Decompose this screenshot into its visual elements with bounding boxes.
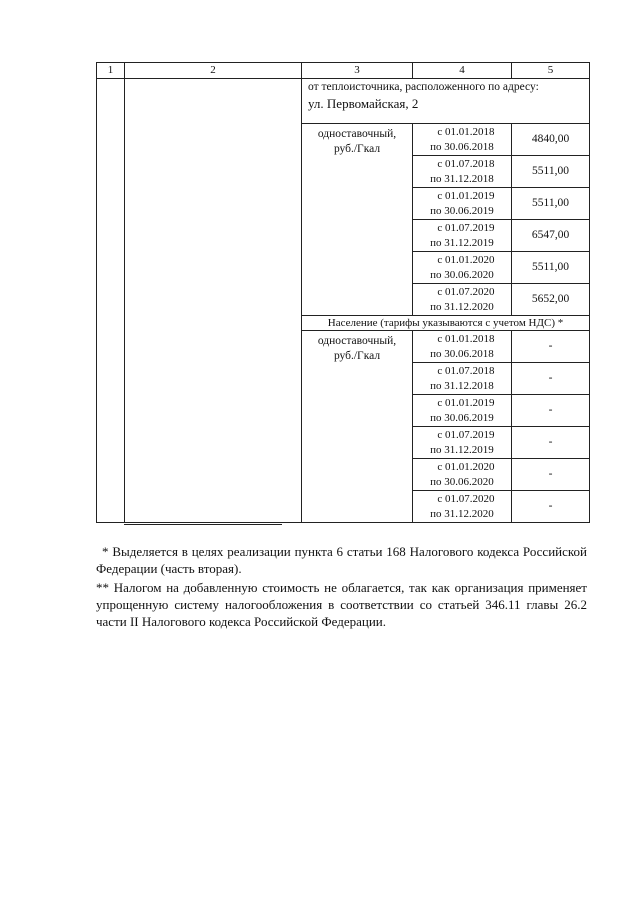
column-header-5: 5 (512, 63, 590, 79)
tariff-value: 5511,00 (512, 252, 590, 284)
tariff-type-label: одноставочный, (317, 128, 397, 140)
tariff-value: 5652,00 (512, 284, 590, 316)
period-start: с 01.07.2019 (437, 222, 495, 234)
column-header-2: 2 (125, 63, 302, 79)
period-start: с 01.01.2020 (437, 254, 495, 266)
period-cell (413, 427, 512, 459)
period-start: с 01.07.2020 (437, 286, 495, 298)
period-end: по 30.06.2018 (430, 141, 494, 153)
column-header-3: 3 (302, 63, 413, 79)
tariff-value: 6547,00 (512, 220, 590, 252)
column-1-cell (97, 79, 125, 523)
tariff-unit-label: руб./Гкал (333, 143, 381, 155)
tariff-value: 5511,00 (512, 156, 590, 188)
tariff-value: - (512, 395, 590, 427)
period-cell (413, 220, 512, 252)
heat-source-title (302, 79, 590, 124)
period-start: с 01.07.2018 (437, 365, 495, 377)
table-header-row (97, 63, 590, 79)
column-header-1: 1 (97, 63, 125, 79)
period-cell (413, 331, 512, 363)
tariff-value: - (512, 491, 590, 523)
period-cell (413, 491, 512, 523)
footnote-vat-allocation: * Выделяется в целях реализации пункта 6 статьи 168 Налогового кодекса Российской Федерации (часть вторая). (96, 544, 587, 576)
footnotes (96, 543, 587, 632)
period-end: по 31.12.2020 (430, 301, 494, 313)
tariff-type-cell (302, 331, 413, 523)
period-start: с 01.07.2019 (437, 429, 495, 441)
period-start: с 01.01.2019 (437, 397, 495, 409)
heat-source-title-line1: от теплоисточника, расположенного по адресу: (308, 81, 539, 93)
period-end: по 30.06.2019 (430, 412, 494, 424)
period-end: по 30.06.2020 (430, 269, 494, 281)
period-cell (413, 459, 512, 491)
period-cell (413, 363, 512, 395)
tariff-value: - (512, 459, 590, 491)
period-end: по 31.12.2020 (430, 508, 494, 520)
period-cell (413, 188, 512, 220)
tariff-table (96, 62, 590, 523)
tariff-value: 4840,00 (512, 124, 590, 156)
period-start: с 01.07.2020 (437, 493, 495, 505)
period-end: по 30.06.2019 (430, 205, 494, 217)
period-start: с 01.01.2018 (437, 333, 495, 345)
tariff-value: - (512, 363, 590, 395)
period-start: с 01.01.2018 (437, 126, 495, 138)
period-start: с 01.01.2019 (437, 190, 495, 202)
period-start: с 01.01.2020 (437, 461, 495, 473)
period-end: по 30.06.2020 (430, 476, 494, 488)
tariff-type-label: одноставочный, (317, 335, 397, 347)
period-end: по 30.06.2018 (430, 348, 494, 360)
column-header-4: 4 (413, 63, 512, 79)
column-2-cell (125, 79, 302, 523)
period-end: по 31.12.2018 (430, 173, 494, 185)
tariff-value: - (512, 427, 590, 459)
tariff-value: 5511,00 (512, 188, 590, 220)
period-cell (413, 395, 512, 427)
period-end: по 31.12.2019 (430, 444, 494, 456)
period-start: с 01.07.2018 (437, 158, 495, 170)
tariff-value: - (512, 331, 590, 363)
heat-source-address: ул. Первомайская, 2 (308, 96, 419, 111)
tariff-type-cell (302, 124, 413, 316)
population-title: Население (тарифы указываются с учетом НДС) * (302, 316, 590, 331)
period-end: по 31.12.2019 (430, 237, 494, 249)
footnote-vat-exempt: ** Налогом на добавленную стоимость не облагается, так как организация применяет упрощенную систему налогообложения в соответствии со статьей 346.11 главы 26.2 части II Налогового кодекса Российской Федерации. (96, 580, 587, 629)
tariff-unit-label: руб./Гкал (333, 350, 381, 362)
footnote-separator (124, 524, 282, 525)
period-cell (413, 252, 512, 284)
source-title-row (97, 79, 590, 124)
period-end: по 31.12.2018 (430, 380, 494, 392)
period-cell (413, 284, 512, 316)
period-cell (413, 124, 512, 156)
period-cell (413, 156, 512, 188)
